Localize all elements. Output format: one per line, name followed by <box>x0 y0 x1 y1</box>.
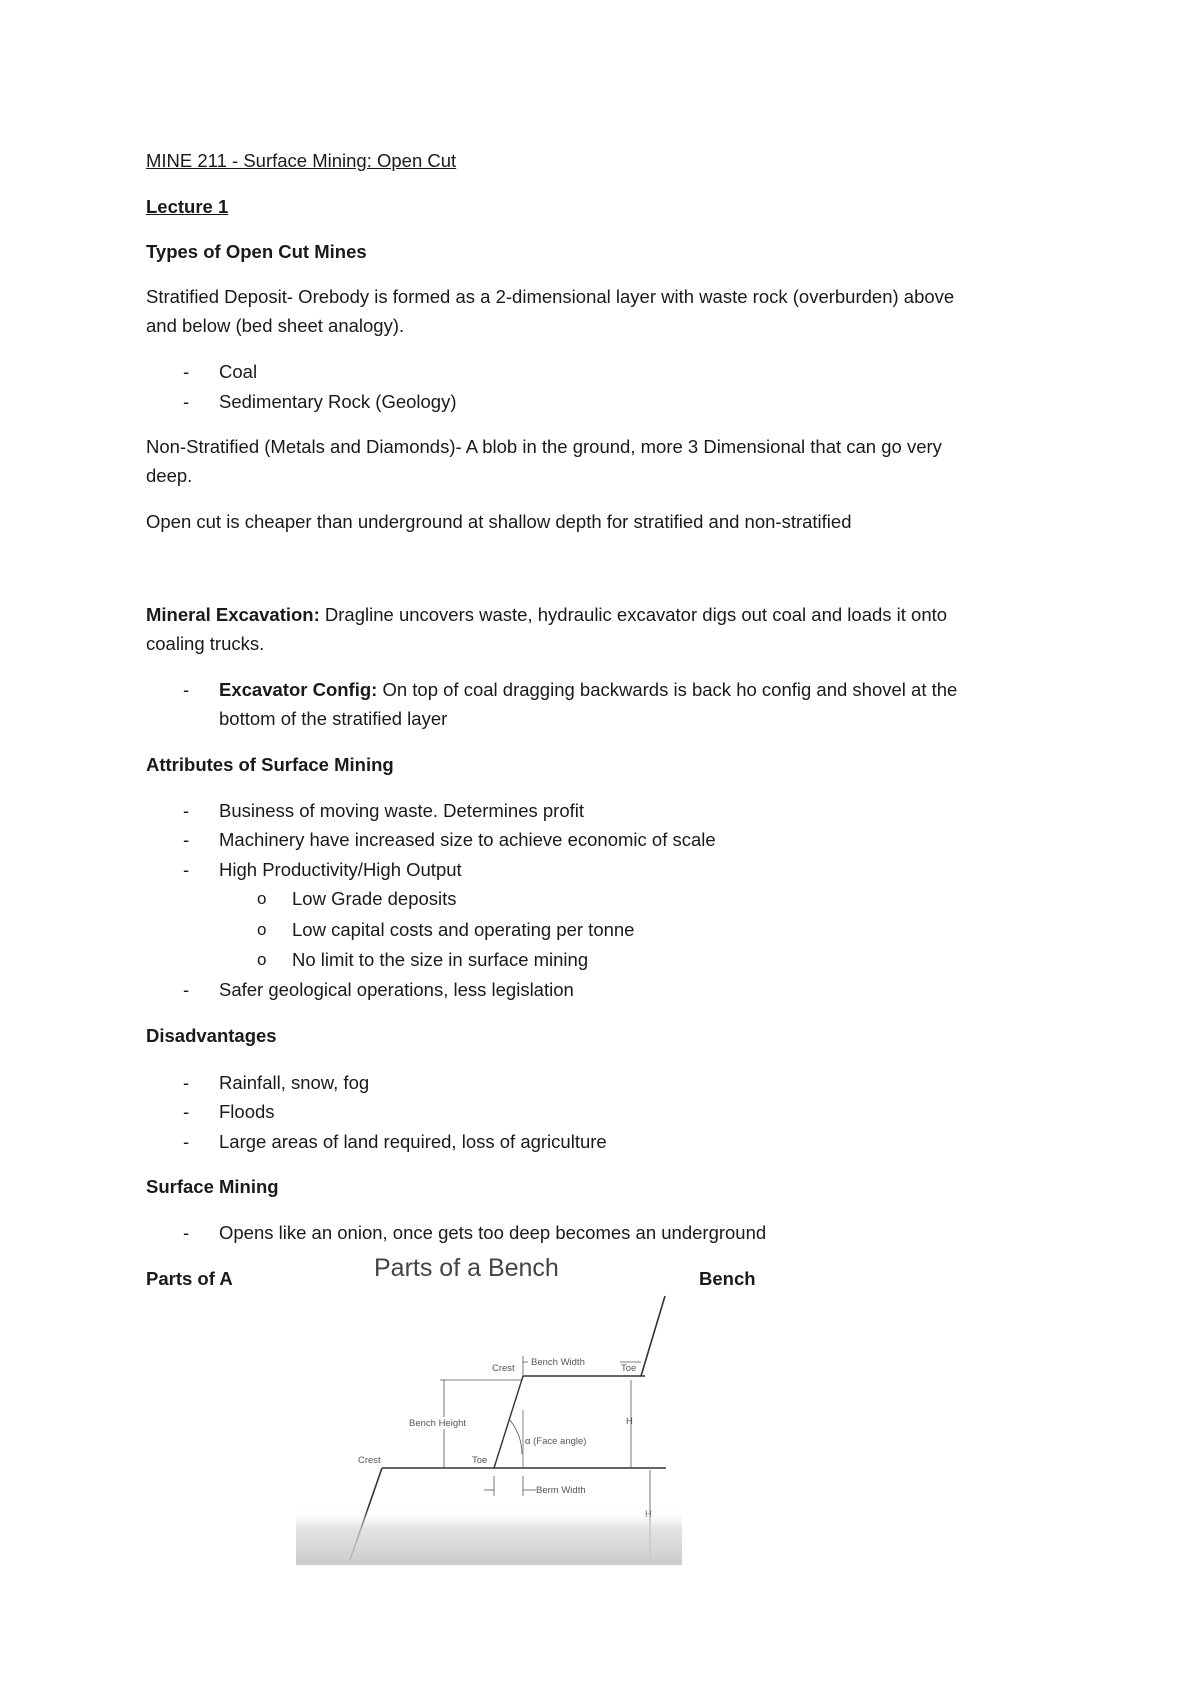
mineral-excavation-label: Mineral Excavation: <box>146 604 320 625</box>
list-item: Floods <box>219 1101 275 1122</box>
surface-mining-heading: Surface Mining <box>146 1176 279 1197</box>
sub-bullet: o <box>257 920 267 939</box>
list-item: Business of moving waste. Determines profit <box>219 800 585 821</box>
crest-left-label: Crest <box>358 1455 381 1466</box>
excavator-config-text: On top of coal dragging backwards is back ho config and shovel at the <box>377 679 958 700</box>
document-title: MINE 211 - Surface Mining: Open Cut <box>146 150 457 171</box>
crest-top-label: Crest <box>492 1363 515 1374</box>
berm-width-label: Berm Width <box>536 1485 586 1496</box>
mineral-excavation-line-2: coaling trucks. <box>146 633 265 654</box>
list-bullet: - <box>183 829 190 850</box>
excavator-config-line-2: bottom of the stratified layer <box>219 708 448 729</box>
list-bullet: - <box>183 1222 190 1243</box>
bench-face-line <box>494 1376 523 1468</box>
nonstratified-line-1: Non-Stratified (Metals and Diamonds)- A blob in the ground, more 3 Dimensional that can go very <box>146 436 942 457</box>
list-bullet: - <box>183 800 190 821</box>
list-bullet: - <box>183 859 190 880</box>
parts-heading-left: Parts of A <box>146 1268 233 1289</box>
list-bullet: - <box>183 1072 190 1093</box>
mineral-excavation-line-1 <box>146 600 947 629</box>
list-item: Opens like an onion, once gets too deep becomes an underground <box>219 1222 767 1243</box>
cheaper-paragraph: Open cut is cheaper than underground at shallow depth for stratified and non-stratified <box>146 511 852 532</box>
nonstratified-line-2: deep. <box>146 465 193 486</box>
face-angle-label: α (Face angle) <box>525 1436 587 1447</box>
list-bullet: - <box>183 1131 190 1152</box>
list-item: High Productivity/High Output <box>219 859 462 880</box>
excavator-config-line-1 <box>219 675 957 704</box>
mineral-excavation-text: Dragline uncovers waste, hydraulic excavator digs out coal and loads it onto <box>319 604 948 625</box>
bench-diagram <box>296 1240 682 1565</box>
sub-list-item: Low capital costs and operating per tonne <box>292 919 635 940</box>
stratified-line-2: and below (bed sheet analogy). <box>146 315 405 336</box>
stratified-line-1: Stratified Deposit- Orebody is formed as a 2-dimensional layer with waste rock (overburden) above <box>146 286 955 307</box>
attributes-heading: Attributes of Surface Mining <box>146 754 394 775</box>
sub-bullet: o <box>257 950 267 969</box>
list-item: Large areas of land required, loss of agriculture <box>219 1131 607 1152</box>
toe-top-label: Toe <box>621 1363 637 1374</box>
list-item: Coal <box>219 361 258 382</box>
types-heading: Types of Open Cut Mines <box>146 241 367 262</box>
parts-heading-right: Bench <box>699 1268 756 1289</box>
list-item: Machinery have increased size to achieve economic of scale <box>219 829 716 850</box>
bench-height-label: Bench Height <box>409 1418 467 1429</box>
disadvantages-heading: Disadvantages <box>146 1025 277 1046</box>
sub-bullet: o <box>257 889 267 908</box>
toe-mid-label: Toe <box>472 1455 488 1466</box>
list-bullet: - <box>183 979 190 1000</box>
list-bullet: - <box>183 1101 190 1122</box>
list-item: Rainfall, snow, fog <box>219 1072 370 1093</box>
bench-width-label: Bench Width <box>531 1357 585 1368</box>
diagram-title: Parts of a Bench <box>374 1254 559 1282</box>
sub-list-item: No limit to the size in surface mining <box>292 949 589 970</box>
upper-h-label: H <box>626 1416 633 1427</box>
list-item: Sedimentary Rock (Geology) <box>219 391 457 412</box>
face-angle-arc <box>510 1420 522 1454</box>
diagram-fade-band <box>296 1508 682 1565</box>
list-bullet: - <box>183 391 190 412</box>
list-item: Safer geological operations, less legislation <box>219 979 574 1000</box>
lecture-heading: Lecture 1 <box>146 196 229 217</box>
excavator-config-label: Excavator Config: <box>219 679 378 700</box>
upper-slope-line <box>641 1296 665 1376</box>
sub-list-item: Low Grade deposits <box>292 888 457 909</box>
list-bullet: - <box>183 679 190 700</box>
list-bullet: - <box>183 361 190 382</box>
